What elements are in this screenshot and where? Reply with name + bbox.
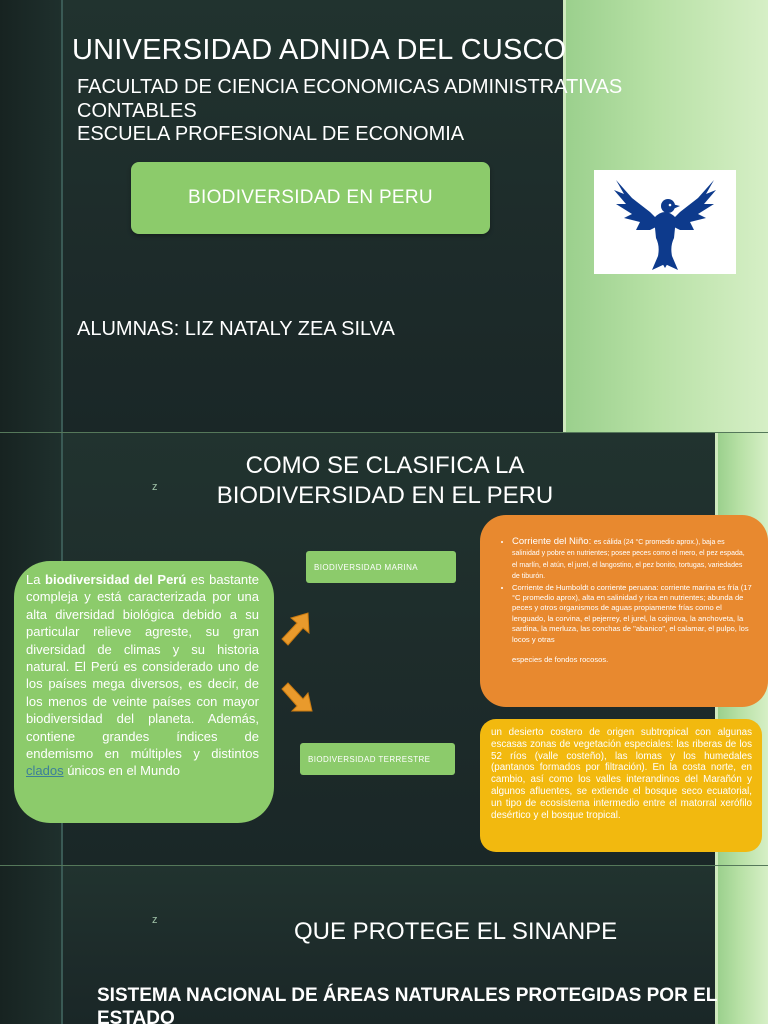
nino-text: es cálida (24 °C promedio aprox.), baja es salinidad y pobre en nutrientes; posee peces como el mero, el pez espada, el marlín, el atún, el jurel, el langostino, el pez bonito, tortugas, variedades de tiburón. <box>512 539 745 581</box>
marine-details-box <box>480 515 768 707</box>
faculty-line2: CONTABLES <box>77 99 197 122</box>
marine-label-box[interactable]: BIODIVERSIDAD MARINA <box>306 551 456 583</box>
title-line2: BIODIVERSIDAD EN EL PERU <box>216 482 554 509</box>
intro-bold: biodiversidad del Perú <box>45 572 187 587</box>
slide-marker: z <box>152 914 158 926</box>
arrow-up-right-icon <box>278 611 312 651</box>
marine-list <box>496 537 752 645</box>
rocky-species-text: especies de fondos rocosos. <box>512 655 609 665</box>
title-line1: COMO SE CLASIFICA LA <box>245 452 525 479</box>
faculty-line1: FACULTAD DE CIENCIA ECONOMICAS ADMINISTRATIVAS <box>77 76 623 98</box>
slide-classification <box>0 433 768 865</box>
students-line: ALUMNAS: LIZ NATALY ZEA SILVA <box>77 318 395 340</box>
nino-heading: Corriente del Niño: <box>512 536 594 547</box>
list-item <box>512 583 752 645</box>
slide-sinanpe <box>0 866 768 1024</box>
terrestrial-details-box: un desierto costero de origen subtropical con algunas escasas zonas de vegetación especiales: las riberas de los 52 ríos (valle costeño), las lomas y los humedales (pantanos formados por filtración). En la costa norte, en cambio, así como los valles interandinos del Marañón y algunos afluentes, se extiende el bosque seco ecuatorial, un tipo de ecosistema intermedio entre el matorral xerófilo desértico y el bosque tropical. <box>480 719 762 852</box>
sinanpe-title: QUE PROTEGE EL SINANPE <box>294 918 618 945</box>
arrow-down-right-icon <box>280 679 316 715</box>
slide-marker: z <box>152 481 158 493</box>
left-strip <box>0 0 62 432</box>
intro-textbox <box>14 561 274 823</box>
university-logo <box>594 170 736 274</box>
topic-button[interactable]: BIODIVERSIDAD EN PERU <box>131 162 490 234</box>
classification-title <box>160 451 610 511</box>
terrestrial-label-box[interactable]: BIODIVERSIDAD TERRESTRE <box>300 743 455 775</box>
intro-text: únicos en el Mundo <box>63 763 180 779</box>
list-item <box>512 537 752 583</box>
faculty-block <box>77 76 622 147</box>
left-divider <box>61 866 63 1024</box>
slide-title <box>0 0 768 432</box>
university-title: UNIVERSIDAD ADNIDA DEL CUSCO <box>72 34 567 66</box>
clados-link[interactable]: clados <box>26 763 64 779</box>
right-green-band <box>718 866 768 1024</box>
sinanpe-subtitle: SISTEMA NACIONAL DE ÁREAS NATURALES PROTEGIDAS POR EL ESTADO <box>97 985 718 1024</box>
intro-text: La <box>26 572 46 587</box>
left-strip <box>0 866 62 1024</box>
intro-text: es bastante compleja y está caracterizada por una alta diversidad biológica debido a su particular relieve agreste, su gran diversidad de climas y su historia natural. El Perú es considerado uno de los países mega diversos, es decir, de los menos de veinte países con mayor biodiversidad del planeta. Además, contiene grandes índices de endemismo en múltiples y distintos <box>26 572 260 762</box>
school-name: ESCUELA PROFESIONAL DE ECONOMIA <box>77 123 465 145</box>
eagle-icon <box>610 172 720 272</box>
left-divider <box>61 0 63 432</box>
humboldt-text: Corriente de Humboldt o corriente peruana: corriente marina es fría (17 °C promedio aprox), alta en salinidad y rica en nutrientes; abunda de peces y otros organismos de aguas propiamente frías como el lenguado, la corvina, el pejerrey, el jurel, la cojinova, la anchoveta, la sardina, la merluza, las conchas de "abanico", el calamar, el pulpo, los locos y otras <box>512 582 752 644</box>
